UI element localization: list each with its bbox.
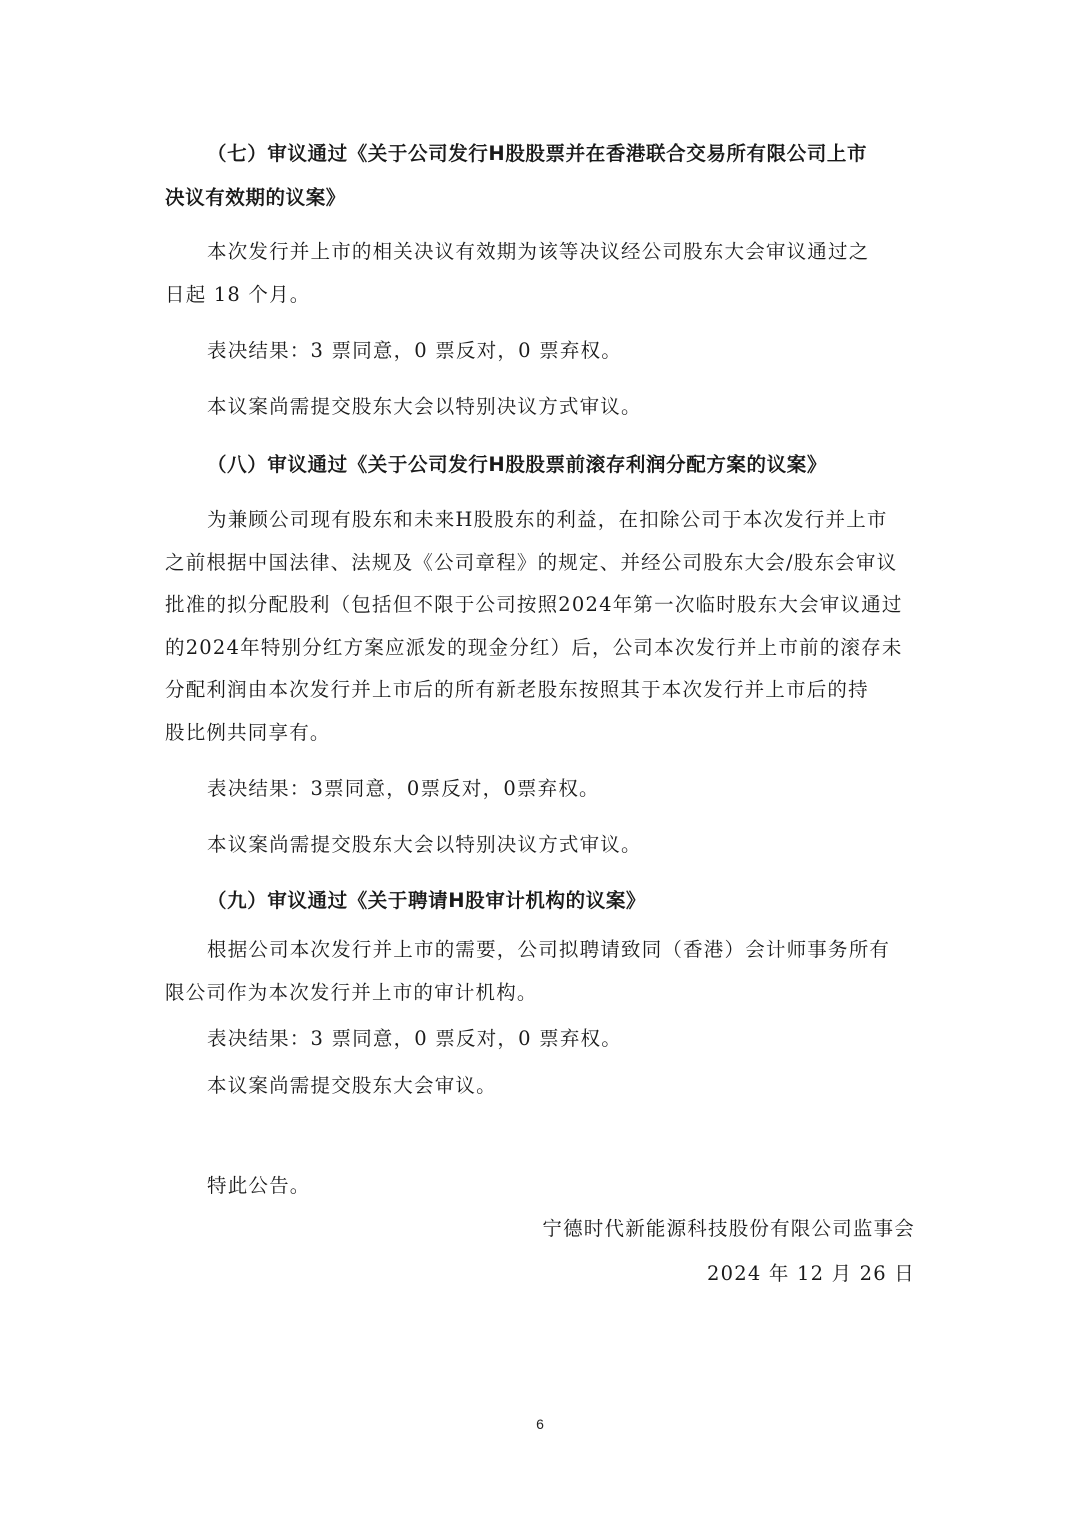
section-8-body-line: 股比例共同享有。 — [165, 721, 331, 744]
page-number: 6 — [536, 1416, 544, 1432]
signature-date: 2024 年 12 月 26 日 — [707, 1262, 915, 1285]
section-7-note: 本议案尚需提交股东大会以特别决议方式审议。 — [207, 395, 642, 418]
section-9-vote-result: 表决结果：3 票同意，0 票反对，0 票弃权。 — [207, 1027, 622, 1050]
section-9-body-line: 限公司作为本次发行并上市的审计机构。 — [165, 981, 538, 1004]
section-7-heading: （七）审议通过《关于公司发行H股股票并在香港联合交易所有限公司上市 — [207, 142, 868, 165]
closing-statement: 特此公告。 — [207, 1174, 311, 1197]
section-8-note: 本议案尚需提交股东大会以特别决议方式审议。 — [207, 833, 642, 856]
section-7-vote-result: 表决结果：3 票同意，0 票反对，0 票弃权。 — [207, 339, 622, 362]
section-8-body-line: 之前根据中国法律、法规及《公司章程》的规定、并经公司股东大会/股东会审议 — [165, 551, 898, 574]
section-8-body-line: 批准的拟分配股利（包括但不限于公司按照2024年第一次临时股东大会审议通过 — [165, 593, 903, 616]
section-8-body-line: 为兼顾公司现有股东和未来H股股东的利益，在扣除公司于本次发行并上市 — [207, 508, 888, 531]
section-8-heading: （八）审议通过《关于公司发行H股股票前滚存利润分配方案的议案》 — [207, 453, 827, 476]
section-9-note: 本议案尚需提交股东大会审议。 — [207, 1074, 497, 1097]
section-8-vote-result: 表决结果：3票同意，0票反对，0票弃权。 — [207, 777, 600, 800]
signature-organization: 宁德时代新能源科技股份有限公司监事会 — [542, 1217, 915, 1240]
section-9-body-line: 根据公司本次发行并上市的需要，公司拟聘请致同（香港）会计师事务所有 — [207, 938, 891, 961]
section-7-heading-cont: 决议有效期的议案》 — [165, 186, 346, 209]
section-7-body-line: 本次发行并上市的相关决议有效期为该等决议经公司股东大会审议通过之 — [207, 240, 870, 263]
section-9-heading: （九）审议通过《关于聘请H股审计机构的议案》 — [207, 889, 647, 912]
section-7-body-line: 日起 18 个月。 — [165, 283, 311, 306]
section-8-body-line: 分配利润由本次发行并上市后的所有新老股东按照其于本次发行并上市后的持 — [165, 678, 869, 701]
section-8-body-line: 的2024年特别分红方案应派发的现金分红）后，公司本次发行并上市前的滚存未 — [165, 636, 903, 659]
